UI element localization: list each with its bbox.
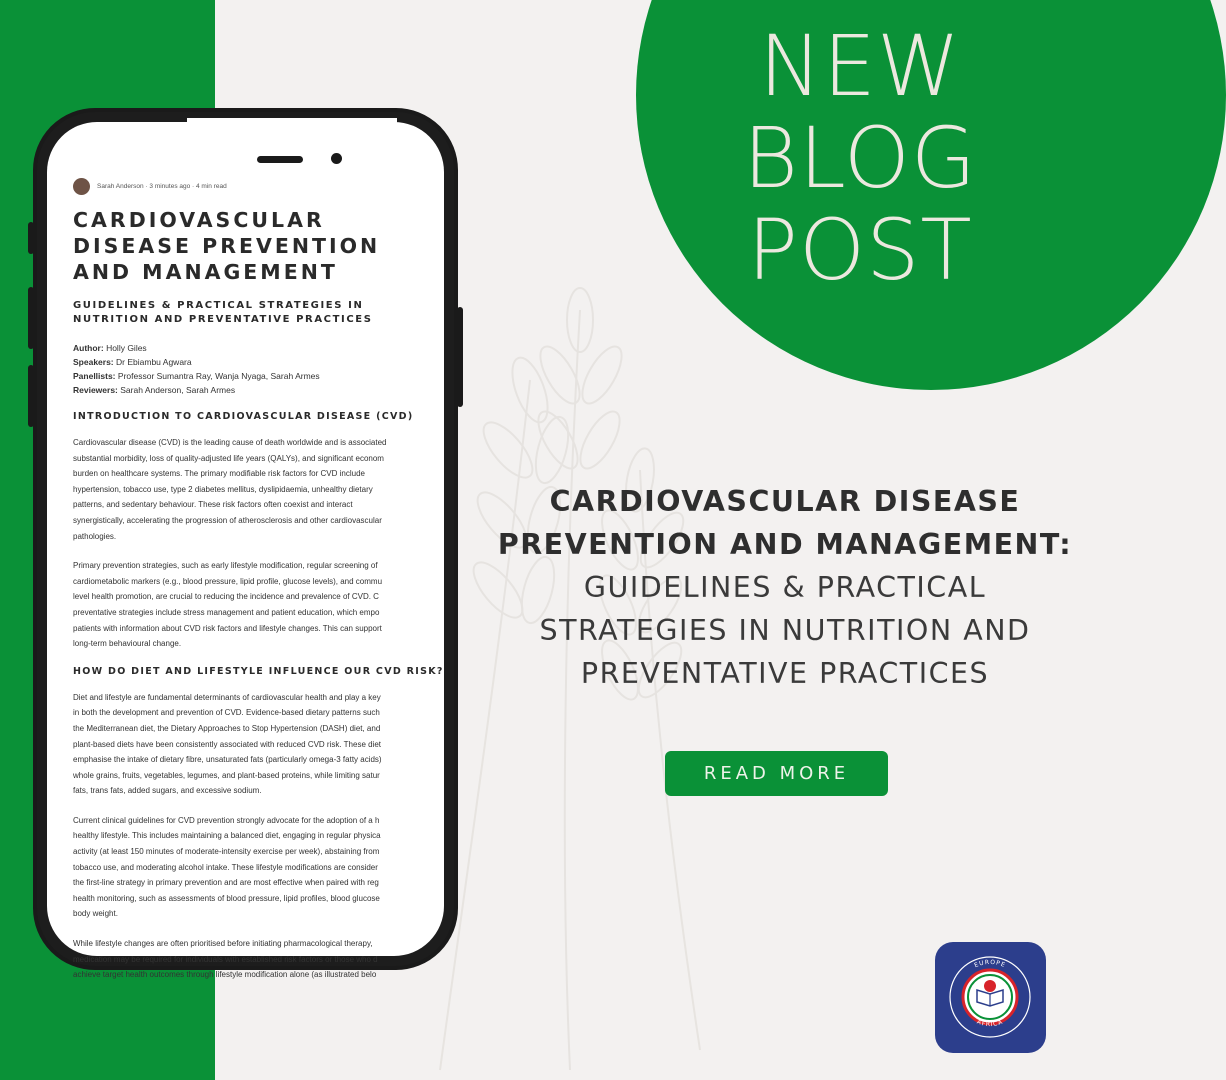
read-more-button[interactable]: READ MORE <box>665 751 888 796</box>
phone-volume-down <box>28 365 34 427</box>
headline-line-1: NEW <box>759 17 961 115</box>
article-paragraph: While lifestyle changes are often prioritised before initiating pharmacological therapy, medication may be required for individuals with established risk factors or those who d achieve target health outcomes through lifestyle modification alone (as illustrated belo <box>73 939 378 980</box>
phone-mute-switch <box>28 222 34 254</box>
article-meta <box>73 178 493 195</box>
section-heading: INTRODUCTION TO CARDIOVASCULAR DISEASE (CVD) <box>73 411 414 422</box>
article-title-line: DISEASE PREVENTION <box>73 234 381 258</box>
article-paragraph: Current clinical guidelines for CVD prevention strongly advocate for the adoption of a h healthy lifestyle. This includes maintaining a balanced diet, engaging in regular physica activity (at least 150 minutes of moderate-intensity exercise per week), abstaining from tobacco use, and moderating alcohol intake. These lifestyle modifications are consider the first-line strategy in primary prevention and are most effective when paired with reg health monitoring, such as assessments of blood pressure, lipid profiles, blood glucose body weight. <box>73 815 381 919</box>
post-title-block <box>490 480 1080 695</box>
article-paragraph: Cardiovascular disease (CVD) is the leading cause of death worldwide and is associated substantial morbidity, loss of quality-adjusted life years (QALYs), and significant econom burden on healthcare systems. The primary modifiable risk factors for CVD include hypertension, tobacco use, type 2 diabetes mellitus, dyslipidaemia, unhealthy dietary patterns, and sedentary behaviour. These risk factors often coexist and interact synergistically, accelerating the progression of atherosclerosis and other cardiovascular pathologies. <box>73 438 387 541</box>
post-subtitle-line: PREVENTATIVE PRACTICES <box>580 657 990 690</box>
logo-text-bottom: AFRICA <box>975 1018 1005 1029</box>
article-subtitle-line: NUTRITION AND PREVENTATIVE PRACTICES <box>73 314 373 325</box>
post-title-bold-line: PREVENTION AND MANAGEMENT: <box>497 528 1073 561</box>
post-title-bold-line: CARDIOVASCULAR DISEASE <box>549 485 1021 518</box>
organisation-logo <box>935 942 1046 1053</box>
article-subtitle <box>73 299 493 327</box>
author-avatar <box>73 178 90 195</box>
article-title <box>73 207 493 285</box>
phone-notch <box>187 118 397 174</box>
post-subtitle-line: GUIDELINES & PRACTICAL <box>583 571 987 604</box>
phone-mockup <box>33 108 458 980</box>
author-meta-text: Sarah Anderson · 3 minutes ago · 4 min read <box>97 183 227 190</box>
credit-author: Author: Holly Giles <box>73 343 147 353</box>
article-title-line: AND MANAGEMENT <box>73 260 338 284</box>
credit-panellists: Panellists: Professor Sumantra Ray, Wanja Nyaga, Sarah Armes <box>73 371 320 381</box>
logo-text-top: EUROPE <box>973 958 1007 970</box>
article-paragraph: Diet and lifestyle are fundamental determinants of cardiovascular health and play a key in both the development and prevention of CVD. Evidence-based dietary patterns such the Mediterranean diet, the Dietary Approaches to Stop Hypertension (DASH) diet, and plant-based diets have been consistently associated with reduced CVD risk. These diet emphasise the intake of dietary fibre, unsaturated fats (particularly omega-3 fatty acids) whole grains, fruits, vegetables, legumes, and plant-based proteins, while limiting satur fats, trans fats, added sugars, and excessive sodium. <box>73 692 382 796</box>
speaker-icon <box>257 156 303 163</box>
blog-article-preview <box>73 178 493 997</box>
camera-icon <box>331 153 342 164</box>
phone-screen <box>47 122 444 980</box>
headline-line-2: BLOG <box>742 109 977 207</box>
credit-speakers: Speakers: Dr Ebiambu Agwara <box>73 357 192 367</box>
credit-reviewers: Reviewers: Sarah Anderson, Sarah Armes <box>73 385 236 395</box>
article-subtitle-line: GUIDELINES & PRACTICAL STRATEGIES IN <box>73 300 364 311</box>
article-credits <box>73 341 493 397</box>
article-paragraph: Primary prevention strategies, such as early lifestyle modification, regular screening of cardiometabolic markers (e.g., blood pressure, lipid profile, glucose levels), and commu level health promotion, are crucial to reducing the incidence and prevalence of CVD. C preventative strategies include stress management and patient education, which empo patients with information about CVD risk factors and lifestyle changes. This can support long-term behavioural change. <box>73 561 383 649</box>
article-title-line: CARDIOVASCULAR <box>73 208 325 232</box>
phone-volume-up <box>28 287 34 349</box>
globe-book-logo-icon <box>935 942 1046 1053</box>
section-heading: HOW DO DIET AND LIFESTYLE INFLUENCE OUR CVD RISK? <box>73 665 444 677</box>
headline-line-3: POST <box>747 201 973 299</box>
post-subtitle-line: STRATEGIES IN NUTRITION AND <box>539 614 1031 647</box>
